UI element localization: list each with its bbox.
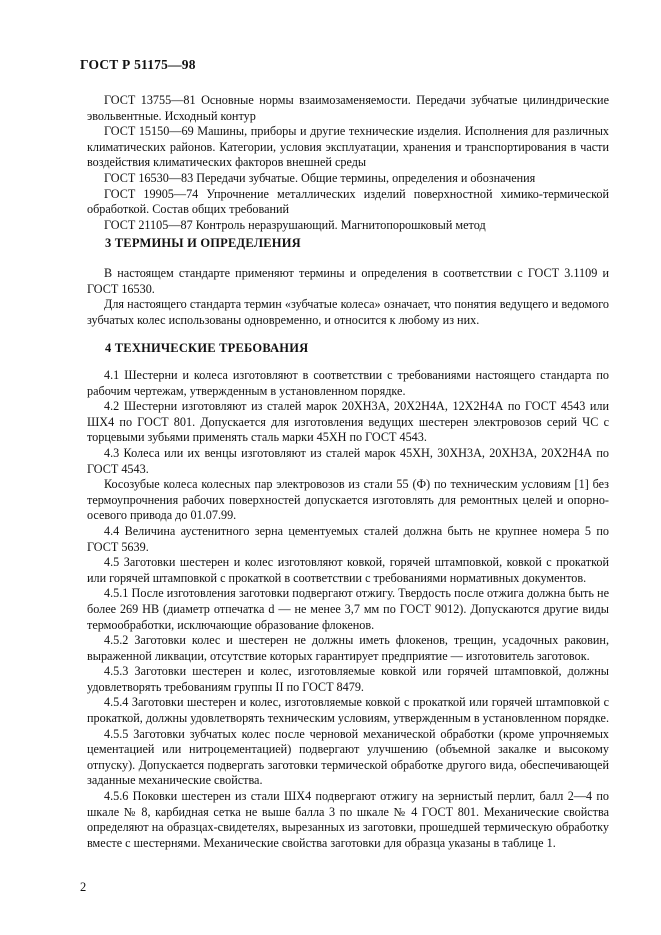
paragraph: 4.4 Величина аустенитного зерна цементуемых сталей должна быть не крупнее номера 5 по ГОСТ 5639. [87, 523, 609, 554]
page-number: 2 [80, 880, 87, 894]
paragraph: 4.5.1 После изготовления заготовки подвергают отжигу. Твердость после отжига должна быть не более 269 НВ (диаметр отпечатка d — не менее 3,7 мм по ГОСТ 9012). Допускаются другие виды термообработки, исключающие образование флокенов. [87, 586, 609, 632]
paragraph: 4.5.6 Поковки шестерен из стали ШХ4 подвергают отжигу на зернистый перлит, балл 2—4 по шкале № 8, карбидная сетка не выше балла 3 по шкале № 4 ГОСТ 801. Механические свойства определяют на образцах-свидетелях, вырезанных из заготовки, прошедшей термическую обработку вместе с шестернями. Механические свойства заготовки для образца указаны в таблице 1. [87, 789, 609, 850]
paragraph: 4.5.4 Заготовки шестерен и колес, изготовляемые ковкой с прокаткой или горячей штамповкой с прокаткой, должны удовлетворять техническим условиям, утвержденным в установленном порядке. [87, 695, 610, 726]
reference-item: ГОСТ 13755—81 Основные нормы взаимозаменяемости. Передачи зубчатые цилиндрические эвольвентные. Исходный контур [87, 93, 609, 123]
section-4-body [87, 368, 609, 851]
paragraph: Для настоящего стандарта термин «зубчатые колеса» означает, что понятия ведущего и ведомого зубчатых колес использованы одновременно, и относится к любому из них. [87, 297, 609, 327]
paragraph: 4.5 Заготовки шестерен и колес изготовляют ковкой, горячей штамповкой, ковкой с прокаткой или горячей штамповкой с прокаткой в соответствии с требованиями нормативных документов. [87, 555, 609, 585]
paragraph: Косозубые колеса колесных пар электровозов из стали 55 (Ф) по техническим условиям [1] без термоупрочнения рабочих поверхностей допускается изготовлять для ремонтных целей и опорно-осевого привода до 01.07.99. [87, 477, 609, 523]
paragraph: 4.5.3 Заготовки шестерен и колес, изготовляемые ковкой или горячей штамповкой, должны удовлетворять требованиям группы II по ГОСТ 8479. [87, 664, 609, 694]
normative-references-list [87, 93, 609, 233]
section-3-body [87, 266, 609, 328]
document-header: ГОСТ Р 51175—98 [80, 57, 196, 72]
reference-item: ГОСТ 21105—87 Контроль неразрушающий. Магнитопорошковый метод [104, 217, 486, 232]
paragraph: 4.1 Шестерни и колеса изготовляют в соответствии с требованиями настоящего стандарта по рабочим чертежам, утвержденным в установленном порядке. [87, 368, 609, 398]
reference-item: ГОСТ 16530—83 Передачи зубчатые. Общие термины, определения и обозначения [104, 170, 536, 185]
section-4-title: 4 ТЕХНИЧЕСКИЕ ТРЕБОВАНИЯ [105, 341, 309, 355]
paragraph: В настоящем стандарте применяют термины и определения в соответствии с ГОСТ 3.1109 и ГОСТ 16530. [87, 266, 609, 296]
paragraph: 4.5.5 Заготовки зубчатых колес после черновой механической обработки (кроме упрочняемых цементацией или нитроцементацией) подвергают улучшению (объемной закалке и высокому отпуску). Допускается подвергать заготовки термической обработке другого вида, обеспечивающей заданные механические свойства. [87, 726, 609, 788]
paragraph: 4.3 Колеса или их венцы изготовляют из сталей марок 45ХН, 30ХН3А, 20ХН3А, 20Х2Н4А по ГОСТ 4543. [87, 445, 609, 476]
reference-item: ГОСТ 15150—69 Машины, приборы и другие технические изделия. Исполнения для различных климатических районов. Категории, условия эксплуатации, хранения и транспортирования в части воздействия климатических факторов внешней среды [87, 124, 609, 170]
paragraph: 4.2 Шестерни изготовляют из сталей марок 20ХН3А, 20Х2Н4А, 12Х2Н4А по ГОСТ 4543 или ШХ4 по ГОСТ 801. Допускается для изготовления ведущих шестерен электровозов серий ЧС с торцевыми зубьями применять сталь марки 45ХН по ГОСТ 4543. [87, 399, 609, 445]
section-3-title: 3 ТЕРМИНЫ И ОПРЕДЕЛЕНИЯ [105, 236, 301, 250]
paragraph: 4.5.2 Заготовки колес и шестерен не должны иметь флокенов, трещин, усадочных раковин, выраженной ликвации, отсутствие которых гарантирует предприятие — изготовитель заготовок. [87, 633, 609, 663]
reference-item: ГОСТ 19905—74 Упрочнение металлических изделий поверхностной химико-термической обработкой. Состав общих требований [87, 186, 609, 217]
